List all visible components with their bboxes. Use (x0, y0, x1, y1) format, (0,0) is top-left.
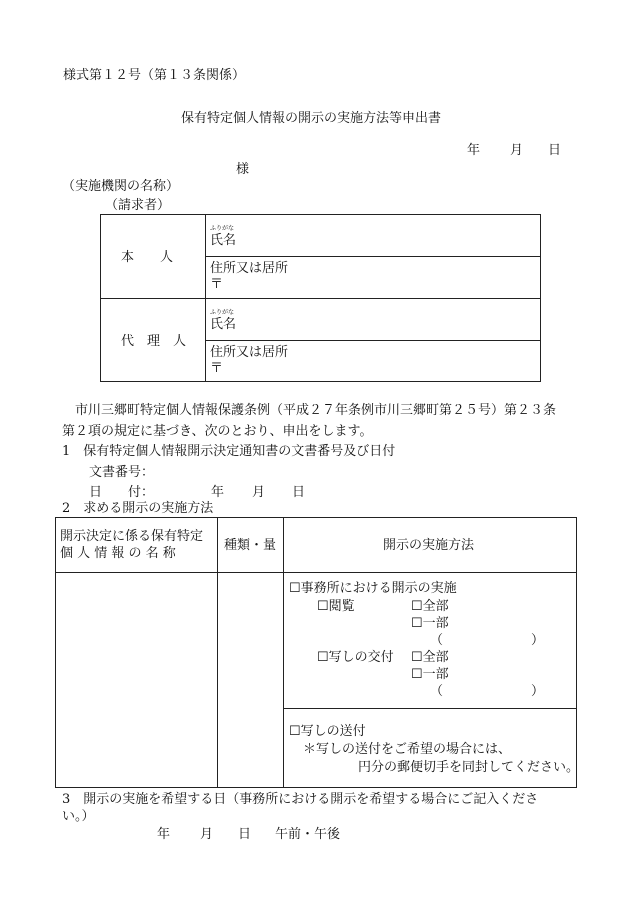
desired-ampm: 午前・午後 (275, 827, 341, 842)
notice-date-label: 日 付： (89, 485, 155, 500)
mail-note-line2: 円分の郵便切手を同封してください。 (358, 760, 580, 775)
col-kind: 種類・量 (224, 538, 277, 553)
copy-part-paren-open: （ (430, 684, 444, 699)
notice-date-day: 日 (292, 485, 306, 500)
desired-day: 日 (238, 827, 252, 842)
intro-line2: 第２項の規定に基づき、次のとおり、申出をします。 (62, 424, 373, 439)
method-header-line (55, 572, 577, 573)
date-year: 年 (467, 143, 481, 158)
method-col-div1 (217, 517, 218, 788)
checkbox-icon: ☐ (317, 599, 329, 614)
section1-heading: 1 保有特定個人情報開示決定通知書の文書番号及び日付 (62, 444, 396, 459)
date-day: 日 (548, 143, 562, 158)
form-title: 保有特定個人情報の開示の実施方法等申出書 (181, 111, 442, 126)
self-row-divider (205, 256, 541, 257)
self-address-label: 住所又は居所 (210, 261, 289, 276)
agent-label: 代 理 人 (121, 334, 187, 349)
office-disclosure-option[interactable]: ☐事務所における開示の実施 (289, 581, 457, 596)
doc-number-label: 文書番号： (89, 465, 155, 480)
desired-month: 月 (200, 827, 214, 842)
self-furigana: ふりがな (210, 225, 235, 232)
agent-row-divider (205, 340, 541, 341)
form-number: 様式第１２号（第１３条関係） (63, 68, 246, 83)
notice-date-year: 年 (211, 485, 225, 500)
copy-delivery-option[interactable]: ☐写しの交付 (317, 650, 394, 665)
requester-label: （請求者） (105, 198, 171, 213)
agent-address-label: 住所又は居所 (210, 345, 289, 360)
col-name-line2: 個 人 情 報 の 名 称 (60, 546, 176, 561)
copy-all-option[interactable]: ☐全部 (411, 650, 449, 665)
checkbox-icon: ☐ (411, 599, 423, 614)
self-label: 本 人 (121, 250, 174, 265)
viewing-part-paren-open: （ (430, 633, 444, 648)
section3-heading-line1: 3 開示の実施を希望する日（事務所における開示を希望する場合にご記入くださ (62, 792, 539, 807)
agent-postal-mark: 〒 (210, 361, 224, 376)
self-postal-mark: 〒 (210, 277, 224, 292)
checkbox-icon: ☐ (289, 581, 301, 596)
checkbox-icon: ☐ (411, 650, 423, 665)
agent-furigana: ふりがな (210, 309, 235, 316)
checkbox-icon: ☐ (289, 724, 301, 739)
mail-copy-option[interactable]: ☐写しの送付 (289, 724, 366, 739)
mail-note-line1: ＊写しの送付をご希望の場合には、 (303, 742, 512, 757)
self-name-label: 氏名 (210, 233, 237, 248)
section2-heading: 2 求める開示の実施方法 (62, 501, 214, 516)
checkbox-icon: ☐ (411, 667, 423, 682)
checkbox-icon: ☐ (317, 650, 329, 665)
agent-name-label: 氏名 (210, 317, 237, 332)
method-col-div2 (283, 517, 284, 788)
method-mail-line (283, 708, 577, 709)
requester-table-mid (100, 298, 541, 299)
section3-heading-line2: い。） (62, 809, 95, 824)
checkbox-icon: ☐ (411, 616, 423, 631)
col-name-line1: 開示決定に係る保有特定 (60, 529, 204, 544)
agency-name-label: （実施機関の名称） (62, 179, 180, 194)
intro-line1: 市川三郷町特定個人情報保護条例（平成２７年条例市川三郷町第２５号）第２３条 (75, 403, 557, 418)
viewing-option[interactable]: ☐閲覧 (317, 599, 355, 614)
col-method: 開示の実施方法 (383, 538, 475, 553)
desired-year: 年 (157, 827, 171, 842)
copy-part-paren-close: ） (531, 684, 545, 699)
copy-part-option[interactable]: ☐一部 (411, 667, 449, 682)
viewing-all-option[interactable]: ☐全部 (411, 599, 449, 614)
addressee-sama: 様 (236, 162, 250, 177)
viewing-part-paren-close: ） (531, 633, 545, 648)
notice-date-month: 月 (252, 485, 266, 500)
date-month: 月 (510, 143, 524, 158)
viewing-part-option[interactable]: ☐一部 (411, 616, 449, 631)
